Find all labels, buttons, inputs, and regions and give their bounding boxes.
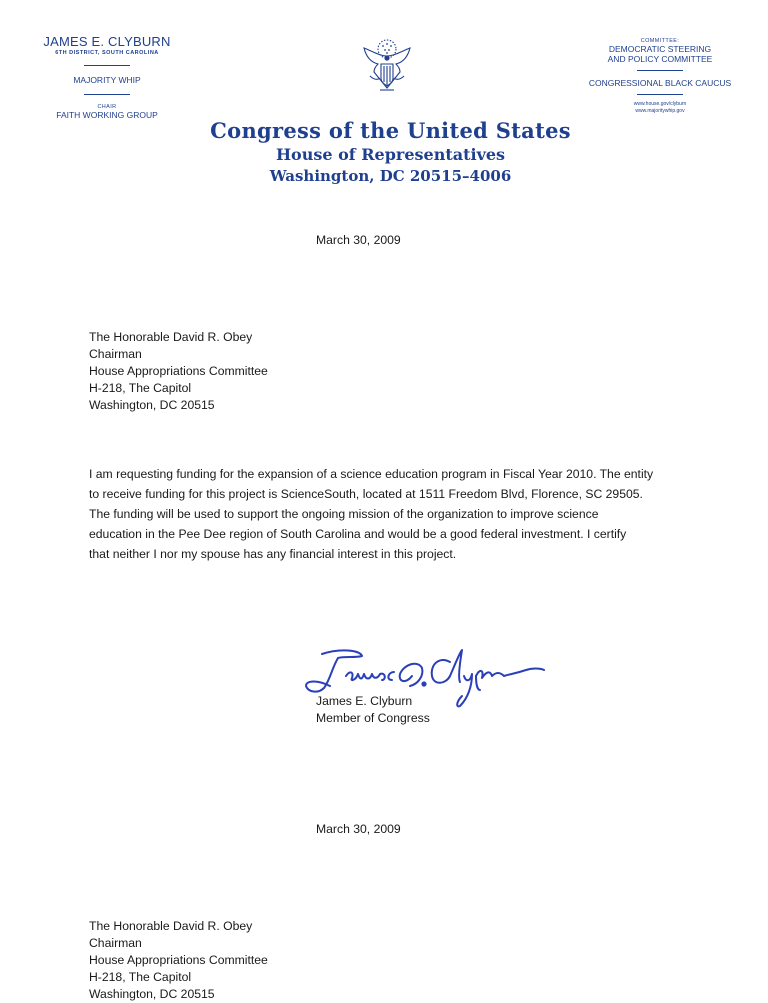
body-line: education in the Pee Dee region of South Carolina and would be a good federal investment. I certify: [89, 527, 627, 541]
divider: [637, 70, 683, 71]
recipient-title: Chairman: [89, 347, 142, 361]
recipient-committee: House Appropriations Committee: [89, 953, 268, 967]
member-role: MAJORITY WHIP: [73, 75, 141, 85]
body-line: I am requesting funding for the expansion of a science education program in Fiscal Year 2010. The entity: [89, 467, 654, 481]
recipient-city: Washington, DC 20515: [89, 398, 215, 412]
recipient-city: Washington, DC 20515: [89, 987, 215, 1001]
masthead-house: House of Representatives: [275, 145, 506, 164]
divider: [637, 94, 683, 95]
body-line: The funding will be used to support the ongoing mission of the organization to improve science: [89, 507, 599, 521]
caucus: CONGRESSIONAL BLACK CAUCUS: [588, 78, 732, 88]
recipient-address: [89, 918, 268, 1003]
letterhead-right: [580, 38, 740, 115]
letter-date: March 30, 2009: [316, 822, 401, 836]
masthead-address: Washington, DC 20515–4006: [269, 167, 512, 185]
member-name: JAMES E. CLYBURN: [43, 34, 171, 49]
signature-block: [316, 693, 430, 727]
recipient-office: H-218, The Capitol: [89, 381, 192, 395]
committee-line1: DEMOCRATIC STEERING: [608, 44, 712, 54]
signer-name: James E. Clyburn: [316, 694, 413, 708]
website-link[interactable]: www.majoritywhip.gov: [635, 108, 685, 114]
committee-label: COMMITTEE:: [640, 38, 680, 44]
chair-group: FAITH WORKING GROUP: [56, 110, 158, 120]
letterhead-left: [28, 34, 186, 120]
committee-line2: AND POLICY COMMITTEE: [607, 54, 713, 64]
recipient-committee: House Appropriations Committee: [89, 364, 268, 378]
signer-title: Member of Congress: [316, 711, 430, 725]
chair-label: CHAIR: [97, 104, 117, 110]
recipient-address: [89, 329, 268, 414]
divider: [84, 94, 130, 95]
masthead-congress: Congress of the United States: [210, 118, 571, 143]
body-line: that neither I nor my spouse has any financial interest in this project.: [89, 547, 457, 561]
letter-date: March 30, 2009: [316, 233, 401, 247]
member-district: 6TH DISTRICT, SOUTH CAROLINA: [55, 50, 159, 56]
recipient-office: H-218, The Capitol: [89, 970, 192, 984]
divider: [84, 65, 130, 66]
masthead: [208, 118, 573, 185]
body-line: to receive funding for this project is ScienceSouth, located at 1511 Freedom Blvd, Florence, SC 29505.: [89, 487, 643, 501]
eagle-seal-icon: [356, 36, 418, 98]
recipient-name: The Honorable David R. Obey: [89, 919, 253, 933]
letter-body: [89, 464, 689, 564]
recipient-name: The Honorable David R. Obey: [89, 330, 253, 344]
recipient-title: Chairman: [89, 936, 142, 950]
website-link[interactable]: www.house.gov/clyburn: [633, 101, 687, 107]
